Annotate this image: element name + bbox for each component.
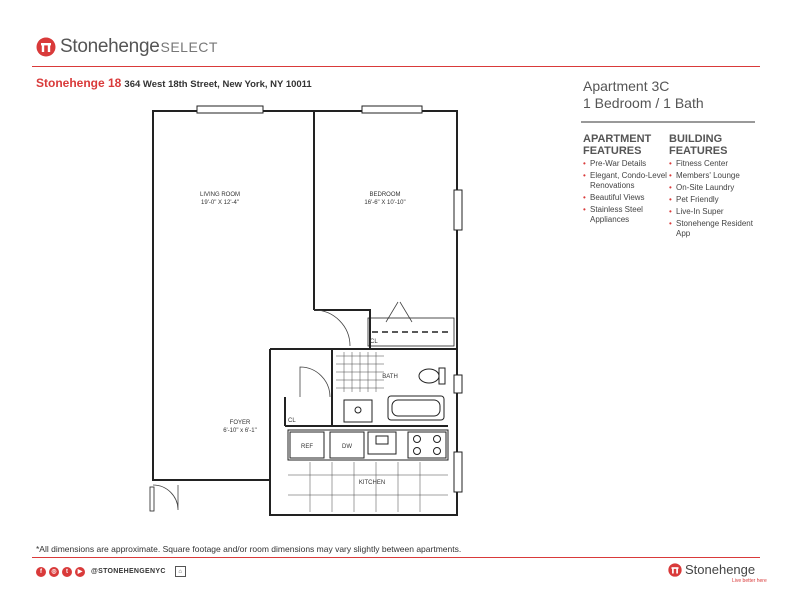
window [454, 190, 462, 230]
twitter-icon[interactable]: t [62, 567, 72, 577]
bedroom-closet [368, 318, 454, 346]
apartment-title: Apartment 3C [583, 78, 670, 94]
foyer-closet-label: CL [288, 418, 296, 424]
footer-brand-name: Stonehenge [685, 562, 756, 577]
dishwasher-label: DW [342, 444, 352, 450]
window [362, 106, 422, 113]
facebook-icon[interactable]: f [36, 567, 46, 577]
sink-basin [376, 436, 388, 444]
brand-name: StonehengeSELECT [60, 36, 218, 57]
closet-doors [386, 302, 412, 322]
feature-item: • Stonehenge Resident App [669, 219, 755, 239]
apartment-subtitle: 1 Bedroom / 1 Bath [583, 95, 704, 111]
footer-logo [668, 562, 755, 577]
feature-item: • Elegant, Condo-Level Renovations [583, 171, 669, 191]
refrigerator-label: REF [301, 444, 313, 450]
equal-housing-icon: ⌂ [175, 566, 186, 577]
toilet [419, 369, 439, 383]
bedroom-closet-label: CL [370, 339, 378, 345]
brand-suffix: SELECT [160, 39, 218, 55]
feature-item: • Members' Lounge [669, 171, 755, 181]
window [454, 375, 462, 393]
stove [408, 432, 446, 458]
door-swing [300, 367, 330, 397]
building-features-heading: BUILDING FEATURES [669, 133, 728, 157]
living-room-dims: 19'-0" X 12'-4" [201, 200, 239, 206]
dimensions-disclaimer: *All dimensions are approximate. Square footage and/or room dimensions may vary slightly between apartments. [36, 544, 462, 554]
bath-label: BATH [382, 374, 398, 380]
toilet-tank [439, 368, 445, 384]
stonehenge-logo-icon [668, 563, 682, 577]
feature-item: • Stainless Steel Appliances [583, 205, 669, 225]
burner [434, 448, 441, 455]
kitchen-tile [288, 462, 448, 512]
building-name: Stonehenge 18 [36, 76, 122, 90]
social-handle: @STONEHENGENYC [91, 568, 166, 575]
feature-item: • Pre-War Details [583, 159, 669, 169]
bathtub-basin [392, 400, 440, 416]
apartment-features-heading: APARTMENT FEATURES [583, 133, 652, 157]
bedroom-dims: 16'-6" X 10'-10" [364, 200, 406, 206]
footer-tagline: Live better here [732, 578, 767, 584]
feature-item: • Pet Friendly [669, 195, 755, 205]
feature-item: • Fitness Center [669, 159, 755, 169]
youtube-icon[interactable]: ▶ [75, 567, 85, 577]
burner [414, 448, 421, 455]
kitchen-label: KITCHEN [358, 480, 386, 486]
instagram-icon[interactable]: ◎ [49, 567, 59, 577]
feature-item: • Beautiful Views [583, 193, 669, 203]
feature-item: • On-Site Laundry [669, 183, 755, 193]
footer-divider [32, 557, 760, 558]
feature-item: • Live-In Super [669, 207, 755, 217]
bedroom-label: BEDROOM [369, 192, 401, 198]
window [454, 452, 462, 492]
sink [355, 407, 361, 413]
living-room-label: LIVING ROOM [199, 192, 241, 198]
burner [434, 436, 441, 443]
foyer-label: FOYER [229, 420, 251, 426]
building-address: 364 West 18th Street, New York, NY 10011 [124, 79, 312, 90]
bath-tile [336, 352, 384, 392]
entry-door-swing [153, 485, 178, 510]
partition-wall [314, 310, 370, 349]
burner [414, 436, 421, 443]
door-swing [314, 310, 350, 346]
social-links [36, 566, 186, 577]
foyer-dims: 6'-10" x 6'-1" [223, 428, 257, 434]
entry-door [150, 487, 154, 511]
window [197, 106, 263, 113]
